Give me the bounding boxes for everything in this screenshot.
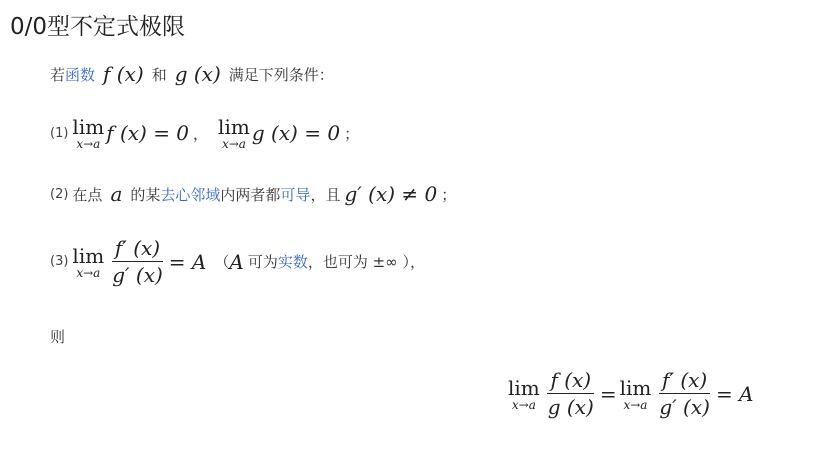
numerator: f′ (x) — [659, 368, 710, 394]
result-formula — [508, 368, 754, 419]
lim-word: lim — [72, 243, 105, 268]
lim-word: lim — [72, 115, 105, 139]
end-punct: ； — [344, 124, 360, 143]
derivative-ratio — [656, 368, 713, 419]
condition-3-number: (3) — [50, 254, 69, 269]
and-text: 和 — [151, 65, 167, 84]
intro-suffix: 满足下列条件： — [228, 65, 334, 84]
result-limit-2 — [620, 377, 652, 411]
lim-subscript: x→a — [76, 265, 101, 280]
cond3-text-2: ，也可为 ±∞ ）， — [307, 253, 425, 271]
lim-word: lim — [508, 375, 540, 400]
denominator: g′ (x) — [112, 263, 163, 287]
denominator: g′ (x) — [659, 395, 710, 419]
function-ratio — [545, 368, 597, 419]
g-limit-expression: g (x) = 0 — [251, 121, 341, 145]
lim-word: lim — [619, 375, 652, 400]
page-title: 0/0型不定式极限 — [10, 14, 186, 40]
then-line — [50, 326, 65, 347]
result-limit-1 — [508, 377, 540, 411]
derivative-ratio — [109, 236, 166, 287]
differentiable-link[interactable]: 可导 — [280, 185, 311, 204]
separator: ， — [193, 124, 209, 143]
g-prime-nonzero: g′ (x) ≠ 0 — [344, 182, 438, 206]
limit-2 — [218, 116, 250, 150]
g-expression: g (x) — [174, 62, 221, 86]
condition-1 — [50, 116, 359, 150]
condition-3 — [50, 236, 425, 287]
equals-A: = A — [168, 249, 207, 274]
lim-word: lim — [218, 115, 250, 139]
f-expression: f (x) — [103, 62, 144, 86]
cond2-text-1: 在点 — [72, 185, 103, 204]
limit-3 — [72, 245, 104, 279]
intro-prefix: 若 — [50, 65, 66, 84]
real-number-link[interactable]: 实数 — [277, 253, 308, 271]
cond2-text-2: 的某 — [130, 185, 161, 204]
deleted-neighborhood-link[interactable]: 去心邻域 — [160, 185, 221, 204]
open-paren: （ — [214, 253, 230, 271]
function-link[interactable]: 函数 — [65, 65, 96, 84]
intro-line — [50, 62, 334, 86]
A-symbol: A — [229, 249, 244, 274]
numerator: f′ (x) — [112, 236, 163, 262]
lim-subscript: x→a — [623, 397, 648, 412]
f-limit-expression: f (x) = 0 — [106, 121, 190, 145]
lim-subscript: x→a — [76, 137, 101, 151]
cond2-text-4: ，且 — [310, 185, 341, 204]
lim-subscript: x→a — [221, 137, 246, 151]
point-a: a — [110, 182, 123, 206]
denominator: g (x) — [547, 395, 594, 419]
end-punct: ； — [441, 185, 457, 204]
limit-1 — [72, 116, 104, 150]
equals-sign: = — [599, 381, 617, 406]
equals-A: = A — [715, 381, 754, 406]
lim-subscript: x→a — [511, 397, 536, 412]
then-text: 则 — [50, 328, 66, 346]
cond3-text-1: 可为 — [247, 253, 278, 271]
condition-2 — [50, 182, 456, 206]
cond2-text-3: 内两者都 — [220, 185, 281, 204]
numerator: f (x) — [547, 368, 594, 394]
condition-1-number: (1) — [50, 125, 69, 141]
condition-2-number: (2) — [50, 186, 69, 202]
